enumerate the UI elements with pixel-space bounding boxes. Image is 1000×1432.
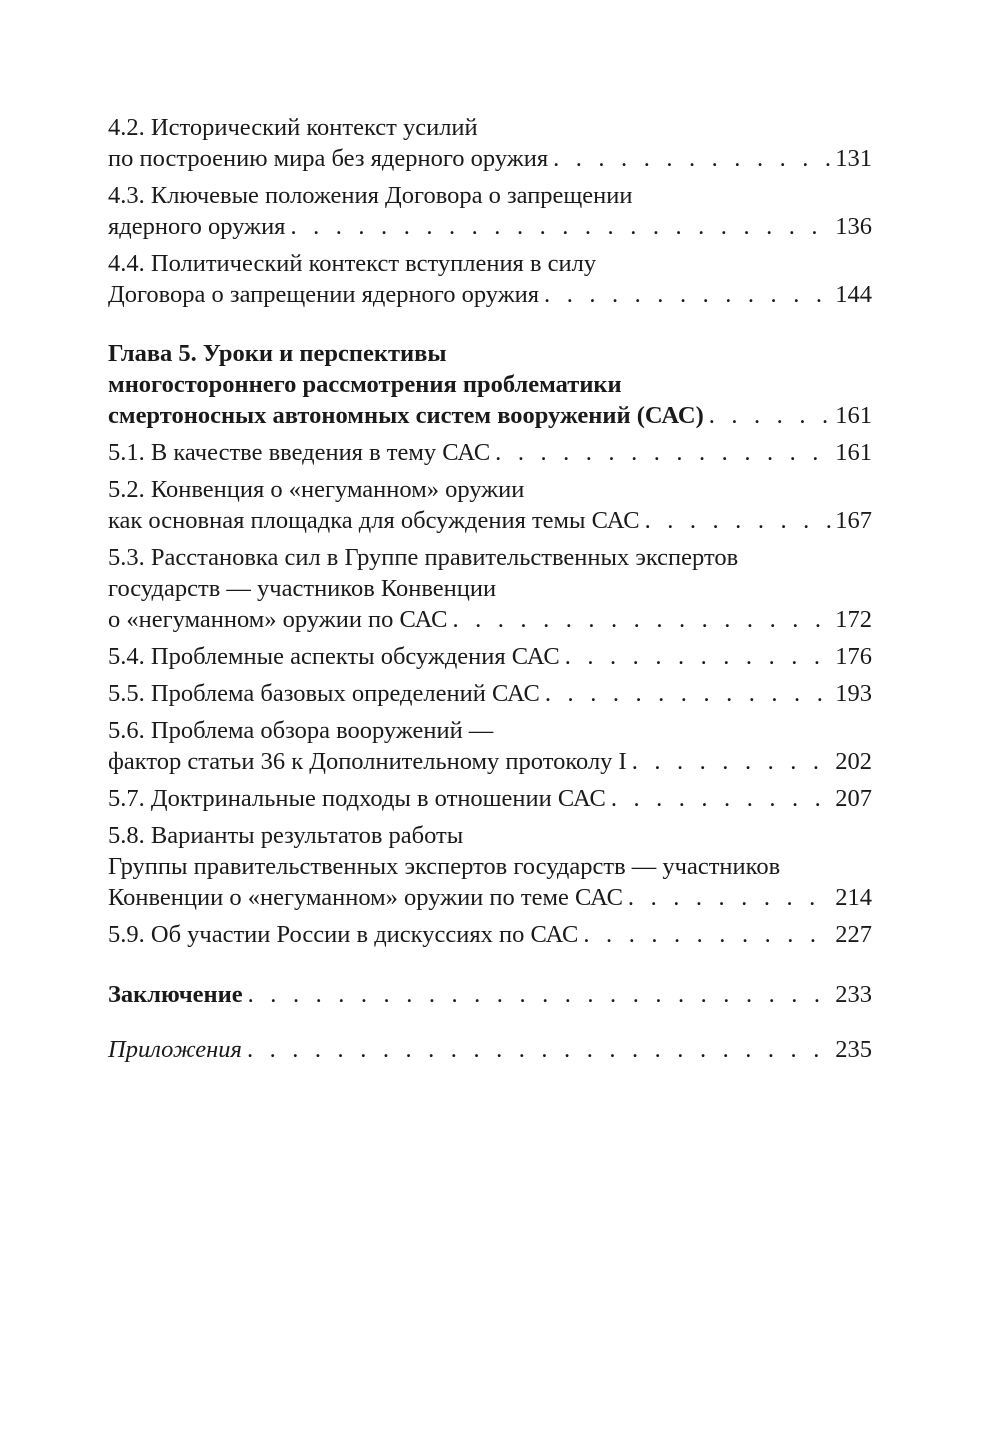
dot-leader [545, 678, 831, 709]
toc-entry-5-1[interactable] [108, 437, 872, 468]
toc-entry-title: 5.5. Проблема базовых определений САС [108, 680, 540, 707]
page-number: 176 [835, 643, 872, 670]
page-number: 131 [835, 145, 872, 172]
table-of-contents [108, 112, 872, 1065]
dot-leader [565, 641, 832, 672]
toc-entry-last-line [108, 211, 872, 242]
toc-entry-last-line [108, 746, 872, 777]
toc-entry-last-line [108, 604, 872, 635]
dot-leader [632, 746, 832, 777]
page-number: 207 [835, 785, 872, 812]
toc-entry-5-2[interactable] [108, 474, 872, 536]
page-number: 227 [835, 921, 872, 948]
toc-entry-title: Заключение [108, 981, 243, 1008]
dot-leader [645, 505, 832, 536]
toc-entry-5-3[interactable] [108, 542, 872, 635]
chapter-title: Глава 5. Уроки и перспективы [108, 340, 447, 367]
toc-entry-5-6[interactable] [108, 715, 872, 777]
toc-entry-title: ядерного оружия [108, 213, 286, 240]
page-number: 172 [835, 606, 872, 633]
page-number: 161 [835, 439, 872, 466]
dot-leader [247, 1034, 831, 1065]
page-number: 193 [835, 680, 872, 707]
toc-entry-5-8[interactable] [108, 820, 872, 913]
dot-leader [248, 979, 832, 1010]
dot-leader [709, 400, 832, 431]
toc-entry-title: по построению мира без ядерного оружия [108, 145, 549, 172]
dot-leader [553, 143, 831, 174]
toc-entry-5-9[interactable] [108, 919, 872, 950]
toc-entry-title: 4.4. Политический контекст вступления в силу [108, 250, 597, 277]
dot-leader [583, 919, 831, 950]
toc-entry-4-3[interactable] [108, 180, 872, 242]
toc-entry-4-2[interactable] [108, 112, 872, 174]
dot-leader [544, 279, 831, 310]
page-number: 167 [835, 507, 872, 534]
toc-entry-5-4[interactable] [108, 641, 872, 672]
toc-entry-title: о «негуманном» оружии по САС [108, 606, 448, 633]
toc-entry-5-5[interactable] [108, 678, 872, 709]
chapter-title: смертоносных автономных систем вооружений (САС) [108, 402, 704, 429]
toc-entry-title: 4.2. Исторический контекст усилий [108, 114, 478, 141]
page-number: 202 [835, 748, 872, 775]
toc-entry-title: 5.3. Расстановка сил в Группе правительственных экспертов [108, 544, 739, 571]
toc-entry-title: фактор статьи 36 к Дополнительному протоколу I [108, 748, 627, 775]
toc-entry-5-7[interactable] [108, 783, 872, 814]
toc-entry-last-line [108, 678, 872, 709]
page-number: 136 [835, 213, 872, 240]
toc-entry-title: государств — участников Конвенции [108, 575, 497, 602]
toc-entry-title: 5.2. Конвенция о «негуманном» оружии [108, 476, 525, 503]
page-number: 235 [835, 1036, 872, 1063]
page-number: 233 [835, 981, 872, 1008]
toc-entry-last-line [108, 1034, 872, 1065]
toc-entry-last-line [108, 400, 872, 431]
toc-entry-last-line [108, 279, 872, 310]
toc-entry-title: Договора о запрещении ядерного оружия [108, 281, 540, 308]
toc-entry-title: 5.1. В качестве введения в тему САС [108, 439, 491, 466]
page-number: 161 [835, 402, 872, 429]
toc-entry-title: Приложения [108, 1036, 242, 1063]
toc-entry-title: 5.9. Об участии России в дискуссиях по САС [108, 921, 579, 948]
toc-entry-title: Группы правительственных экспертов государств — участников [108, 853, 781, 880]
toc-entry-title: 5.4. Проблемные аспекты обсуждения САС [108, 643, 560, 670]
chapter-title: многостороннего рассмотрения проблематики [108, 371, 622, 398]
toc-entry-last-line [108, 783, 872, 814]
toc-entry-title: Конвенции о «негуманном» оружии по теме САС [108, 884, 623, 911]
dot-leader [290, 211, 831, 242]
toc-entry-title: 5.7. Доктринальные подходы в отношении САС [108, 785, 606, 812]
toc-appendices[interactable] [108, 1034, 872, 1065]
toc-entry-title: 5.6. Проблема обзора вооружений — [108, 717, 494, 744]
page-number: 214 [835, 884, 872, 911]
toc-entry-last-line [108, 505, 872, 536]
dot-leader [495, 437, 831, 468]
toc-conclusion[interactable] [108, 979, 872, 1010]
toc-entry-last-line [108, 882, 872, 913]
dot-leader [611, 783, 831, 814]
toc-entry-last-line [108, 143, 872, 174]
dot-leader [628, 882, 831, 913]
toc-entry-last-line [108, 437, 872, 468]
toc-chapter-5[interactable] [108, 338, 872, 431]
dot-leader [452, 604, 831, 635]
toc-entry-last-line [108, 641, 872, 672]
toc-entry-title: 4.3. Ключевые положения Договора о запрещении [108, 182, 633, 209]
toc-entry-title: как основная площадка для обсуждения темы САС [108, 507, 640, 534]
page-number: 144 [835, 281, 872, 308]
toc-entry-title: 5.8. Варианты результатов работы [108, 822, 464, 849]
toc-entry-last-line [108, 979, 872, 1010]
toc-entry-last-line [108, 919, 872, 950]
toc-entry-4-4[interactable] [108, 248, 872, 310]
